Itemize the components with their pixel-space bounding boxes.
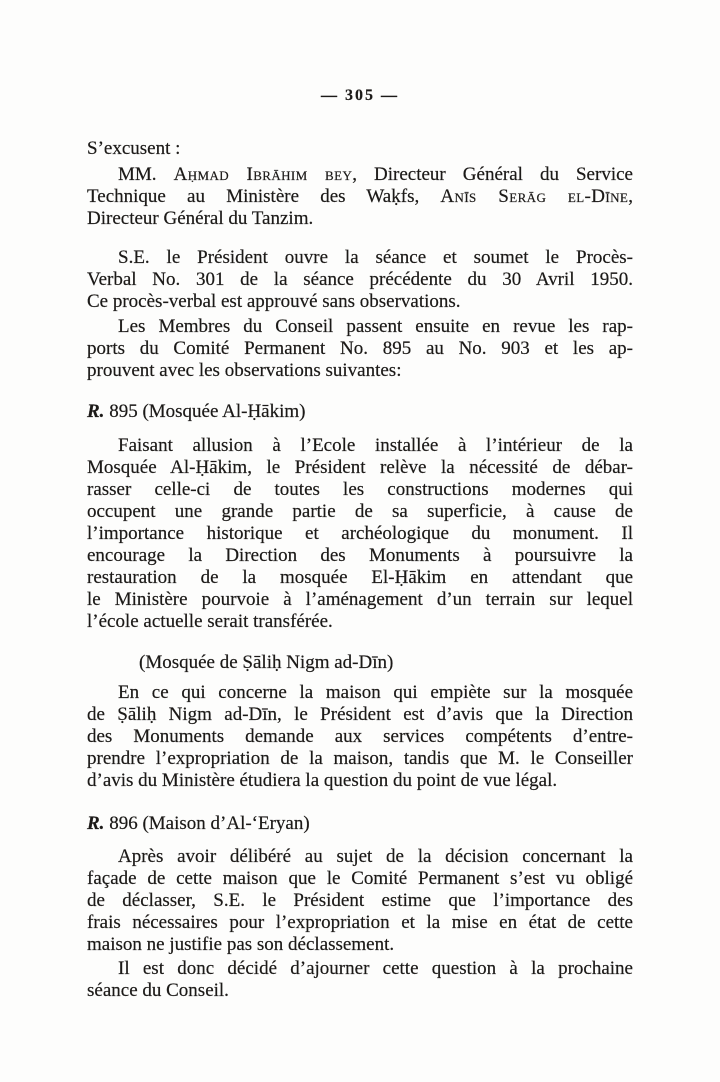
text-segment: 896 (Maison d’Al-‘Eryan) [104, 813, 310, 834]
text-segment: Faisant allusion à l’Ecole installée à l’intérieur de la [118, 435, 633, 456]
text-segment: Il est donc décidé d’ajourner cette question à la prochaine [118, 958, 633, 979]
text-segment: encourage la Direction des Monuments à poursuivre la [87, 545, 633, 566]
text-segment: (Mosquée de Ṣāliḥ Nigm ad-Dīn) [139, 652, 394, 673]
rapports-revue-paragraph [87, 316, 633, 382]
text-segment: MM. [118, 164, 174, 185]
text-line [87, 435, 633, 457]
text-segment: rasser celle-ci de toutes les constructions modernes qui [87, 479, 633, 500]
text-segment: Ce procès-verbal est approuvé sans observations. [87, 291, 461, 312]
text-line [87, 338, 633, 360]
text-segment: séance du Conseil. [87, 980, 229, 1001]
excused-members-paragraph [87, 164, 633, 230]
text-line [87, 958, 633, 980]
text-line [87, 457, 633, 479]
text-line [87, 611, 633, 633]
text-segment: restauration de la mosquée El-Ḥākim en attendant que [87, 567, 633, 588]
text-line [87, 501, 633, 523]
text-line [87, 682, 633, 704]
text-line [87, 360, 633, 382]
text-line [87, 138, 633, 160]
text-segment: occupent une grande partie de sa superficie, à cause de [87, 501, 633, 522]
text-segment: 895 (Mosquée Al-Ḥākim) [104, 401, 306, 422]
text-column [87, 138, 633, 1002]
text-segment: Directeur Général du Tanzim. [87, 208, 314, 229]
text-line [87, 589, 633, 611]
page-number: — 305 — [321, 87, 399, 104]
text-segment: S’excusent : [87, 138, 181, 159]
text-segment: maison ne justifie pas son déclassement. [87, 934, 395, 955]
text-line [87, 980, 633, 1002]
text-segment: le Ministère pourvoie à l’aménagement d’un terrain sur lequel [87, 589, 633, 610]
text-segment: Verbal No. 301 de la séance précédente du 30 Avril 1950. [87, 269, 633, 290]
text-line [87, 316, 633, 338]
text-line [87, 846, 633, 868]
text-segment: , Directeur Général du Service [352, 164, 633, 185]
text-line [87, 934, 633, 956]
text-segment: Technique au Ministère des Waḳfs, [87, 186, 441, 207]
text-line [87, 523, 633, 545]
salih-nigm-paragraph [87, 682, 633, 792]
salih-nigm-subheading [87, 652, 633, 674]
report-895-heading [87, 401, 633, 423]
text-segment: d’avis du Ministère étudiera la question du point de vue légal. [87, 770, 558, 791]
text-segment: Après avoir délibéré au sujet de la décision concernant la [118, 846, 633, 867]
text-line [87, 247, 633, 269]
text-segment: l’école actuelle serait transférée. [87, 611, 333, 632]
text-line [87, 401, 633, 423]
text-segment: ports du Comité Permanent No. 895 au No. 903 et les ap- [87, 338, 633, 359]
small-caps-name: Anīs Serāg el-Dīne [440, 186, 629, 207]
text-segment: façade de cette maison que le Comité Permanent s’est vu obligé [87, 868, 633, 889]
text-segment: , [628, 186, 633, 207]
text-line [87, 291, 633, 313]
text-segment: prouvent avec les observations suivantes: [87, 360, 402, 381]
italic-report-letter: R. [87, 813, 105, 834]
text-line [87, 652, 633, 674]
text-line [87, 479, 633, 501]
text-line [87, 208, 633, 230]
text-line [87, 567, 633, 589]
small-caps-name: Aḥmad Ibrāhim bey [173, 164, 353, 185]
text-line [87, 912, 633, 934]
text-segment: de Ṣāliḥ Nigm ad-Dīn, le Président est d’avis que la Direction [87, 704, 633, 725]
report-896-heading [87, 813, 633, 835]
text-line [87, 186, 633, 208]
text-line [87, 770, 633, 792]
text-line [87, 890, 633, 912]
text-segment: l’importance historique et archéologique du monument. Il [87, 523, 633, 544]
text-line [87, 748, 633, 770]
adjournment-paragraph [87, 958, 633, 1002]
text-line [87, 269, 633, 291]
text-segment: prendre l’expropriation de la maison, tandis que M. le Conseiller [87, 748, 633, 769]
excuses-label [87, 138, 633, 160]
text-line [87, 545, 633, 567]
text-segment: En ce qui concerne la maison qui empiète sur la mosquée [118, 682, 633, 703]
italic-report-letter: R. [87, 401, 105, 422]
report-895-paragraph [87, 435, 633, 633]
text-line [87, 868, 633, 890]
text-segment: de déclasser, S.E. le Président estime que l’importance des [87, 890, 633, 911]
text-segment: Les Membres du Conseil passent ensuite en revue les rap- [118, 316, 633, 337]
text-segment: Mosquée Al-Ḥākim, le Président relève la nécessité de débar- [87, 457, 633, 478]
report-896-paragraph [87, 846, 633, 956]
text-line [87, 726, 633, 748]
proces-verbal-paragraph [87, 247, 633, 313]
text-segment: des Monuments demande aux services compétents d’entre- [87, 726, 633, 747]
text-segment: S.E. le Président ouvre la séance et soumet le Procès- [118, 247, 633, 268]
text-segment: frais nécessaires pour l’expropriation et la mise en état de cette [87, 912, 633, 933]
text-line [87, 704, 633, 726]
text-line [87, 813, 633, 835]
text-line [87, 164, 633, 186]
